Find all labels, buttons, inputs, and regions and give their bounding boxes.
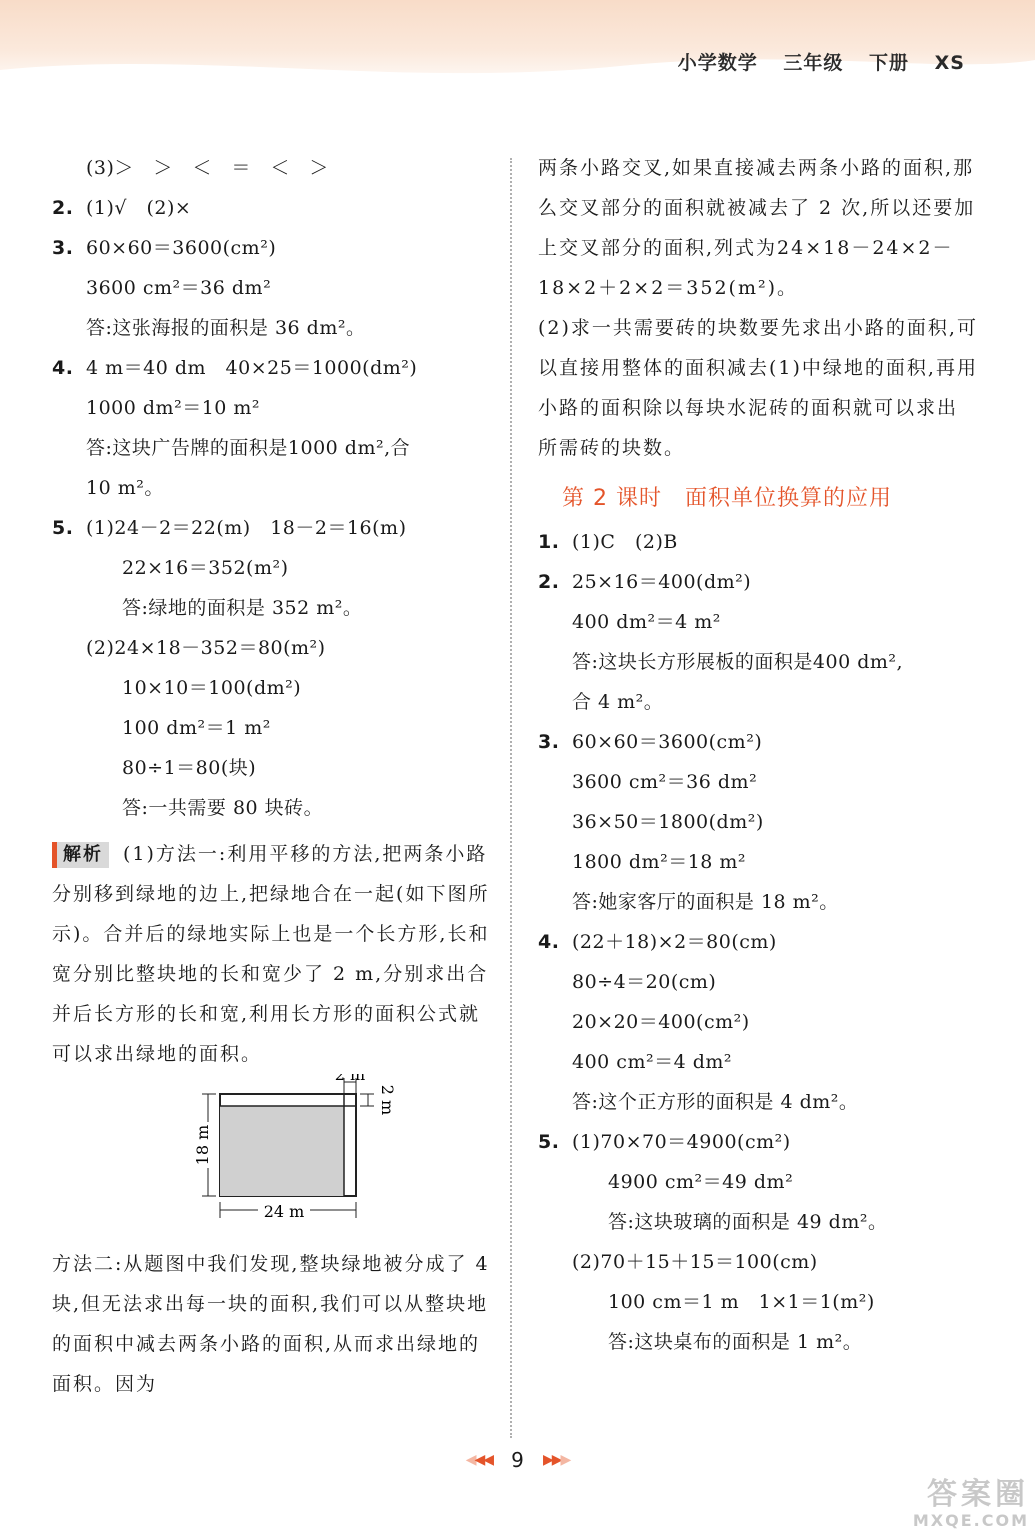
- watermark-title: 答案圈: [927, 1477, 1029, 1512]
- answer-line: [52, 348, 492, 388]
- header-band: [0, 0, 1035, 92]
- right-answer-list: [538, 522, 978, 1362]
- answer-text: 10×10＝100(dm²): [122, 677, 302, 699]
- question-number: 2.: [52, 197, 74, 219]
- book-info: [660, 48, 965, 75]
- answer-line: [538, 882, 978, 922]
- answer-line: [52, 788, 492, 828]
- answer-text: 答:这块玻璃的面积是 49 dm²。: [608, 1211, 888, 1233]
- answer-line: [538, 762, 978, 802]
- answer-text: 答:这块桌布的面积是 1 m²。: [608, 1331, 863, 1353]
- next-arrows-icon: ▶▶: [542, 1452, 561, 1468]
- answer-text: 答:这块广告牌的面积是1000 dm²,合: [86, 437, 411, 459]
- answer-text: 答:这张海报的面积是 36 dm²。: [86, 317, 366, 339]
- column-divider: [510, 158, 512, 1438]
- answer-line: [538, 1082, 978, 1122]
- page-number: 9: [511, 1448, 524, 1472]
- question-number: 3.: [52, 237, 74, 259]
- answer-text: 60×60＝3600(cm²): [572, 731, 763, 753]
- answer-text: (1)C (2)B: [572, 531, 678, 553]
- answer-line: [538, 1282, 978, 1322]
- answer-text: 答:这块长方形展板的面积是400 dm²,: [572, 651, 904, 673]
- analysis-method2: 方法二:从题图中我们发现,整块绿地被分成了 4 块,但无法求出每一块的面积,我们可以从整块地的面积中减去两条小路的面积,从而求出绿地的面积。因为: [52, 1253, 490, 1395]
- answer-line: [538, 562, 978, 602]
- analysis-continuation: 两条小路交叉,如果直接减去两条小路的面积,那么交叉部分的面积就被减去了 2 次,所以还要加上交叉部分的面积,列式为24×18－24×2－18×2＋2×2＝352(m²)。: [538, 157, 976, 299]
- answer-line: [52, 508, 492, 548]
- answer-line: [52, 428, 492, 468]
- answer-text: 答:她家客厅的面积是 18 m²。: [572, 891, 839, 913]
- answer-text: 400 cm²＝4 dm²: [572, 1051, 733, 1073]
- answer-line: [538, 962, 978, 1002]
- answer-line: [52, 308, 492, 348]
- translation-figure: [52, 1074, 492, 1244]
- top-dimension-label: 2 m: [334, 1074, 366, 1084]
- answer-line: [538, 1202, 978, 1242]
- answer-text: 答:绿地的面积是 352 m²。: [122, 597, 363, 619]
- answer-line: [52, 188, 492, 228]
- answer-line: [52, 468, 492, 508]
- next-arrows-icon-light: ▶: [560, 1452, 570, 1468]
- watermark-url: MXQE.COM: [912, 1511, 1029, 1530]
- analysis-method1: [52, 834, 492, 1074]
- answer-text: (1)√ (2)×: [86, 197, 192, 219]
- question-number: 5.: [538, 1131, 560, 1153]
- answer-text: 4900 cm²＝49 dm²: [608, 1171, 794, 1193]
- answer-text: 25×16＝400(dm²): [572, 571, 752, 593]
- analysis-tag: 解析: [52, 842, 109, 868]
- answer-line: [52, 748, 492, 788]
- answer-text: 100 dm²＝1 m²: [122, 717, 271, 739]
- answer-line: [538, 522, 978, 562]
- prev-arrows-icon-mid: ◀◀: [474, 1452, 493, 1468]
- answer-line: [52, 148, 492, 188]
- answer-line: [52, 548, 492, 588]
- answer-line: [52, 668, 492, 708]
- answer-text: 答:一共需要 80 块砖。: [122, 797, 324, 819]
- answer-line: [538, 802, 978, 842]
- answer-line: [538, 922, 978, 962]
- answer-text: 1800 dm²＝18 m²: [572, 851, 747, 873]
- answer-line: [538, 1042, 978, 1082]
- edition-label: XS: [934, 52, 965, 74]
- question-number: 2.: [538, 571, 560, 593]
- answer-line: [538, 1242, 978, 1282]
- answer-line: [52, 268, 492, 308]
- question-number: 4.: [52, 357, 74, 379]
- section-title: 第 2 课时 面积单位换算的应用: [562, 486, 892, 511]
- answer-text: 36×50＝1800(dm²): [572, 811, 764, 833]
- answer-text: 10 m²。: [86, 477, 164, 499]
- answer-line: [538, 682, 978, 722]
- answer-text: (22＋18)×2＝80(cm): [572, 931, 777, 953]
- subject-label: 小学数学: [677, 52, 758, 74]
- left-answer-list: [52, 148, 492, 828]
- answer-line: [52, 628, 492, 668]
- answer-text: 100 cm＝1 m 1×1＝1(m²): [608, 1291, 875, 1313]
- answer-text: 1000 dm²＝10 m²: [86, 397, 261, 419]
- answer-line: [52, 708, 492, 748]
- answer-line: [538, 1162, 978, 1202]
- answer-line: [538, 722, 978, 762]
- answer-line: [52, 388, 492, 428]
- prev-arrows-icon: ◀: [465, 1452, 475, 1468]
- analysis-part2: (2)求一共需要砖的块数要先求出小路的面积,可以直接用整体的面积减去(1)中绿地的面积,再用小路的面积除以每块水泥砖的面积就可以求出所需砖的块数。: [538, 317, 978, 459]
- answer-line: [52, 588, 492, 628]
- answer-text: 400 dm²＝4 m²: [572, 611, 721, 633]
- answer-line: [538, 602, 978, 642]
- answer-line: [52, 228, 492, 268]
- answer-text: 4 m＝40 dm 40×25＝1000(dm²): [86, 357, 418, 379]
- left-dimension-label: 18 m: [193, 1124, 212, 1166]
- merged-green-area: [220, 1106, 344, 1196]
- question-number: 1.: [538, 531, 560, 553]
- question-number: 4.: [538, 931, 560, 953]
- road-diagram: [52, 1074, 492, 1244]
- watermark: [839, 1478, 1029, 1534]
- answer-text: 80÷1＝80(块): [122, 757, 257, 779]
- answer-text: (3)＞ ＞ ＜ ＝ ＜ ＞: [86, 157, 329, 179]
- bottom-dimension-label: 24 m: [263, 1202, 305, 1221]
- analysis-method1-text: (1)方法一:利用平移的方法,把两条小路分别移到绿地的边上,把绿地合在一起(如下图所示)。合并后的绿地实际上也是一个长方形,长和宽分别比整块地的长和宽少了 2 m,分别求出合并后长方形的长和宽,利用长方形的面积公式就可以求出绿地的面积。: [52, 843, 490, 1065]
- answer-text: (2)24×18－352＝80(m²): [86, 637, 326, 659]
- answer-text: 合 4 m²。: [572, 691, 664, 713]
- answer-text: 22×16＝352(m²): [122, 557, 289, 579]
- answer-text: 答:这个正方形的面积是 4 dm²。: [572, 1091, 859, 1113]
- answer-line: [538, 1122, 978, 1162]
- right-dimension-label: 2 m: [378, 1084, 397, 1116]
- grade-label: 三年级: [783, 52, 844, 74]
- answer-text: (1)24－2＝22(m) 18－2＝16(m): [86, 517, 407, 539]
- answer-text: 20×20＝400(cm²): [572, 1011, 750, 1033]
- answer-text: 80÷4＝20(cm): [572, 971, 717, 993]
- question-number: 3.: [538, 731, 560, 753]
- right-column: [538, 148, 978, 1362]
- answer-line: [538, 1002, 978, 1042]
- answer-text: (2)70＋15＋15＝100(cm): [572, 1251, 818, 1273]
- answer-text: 3600 cm²＝36 dm²: [572, 771, 758, 793]
- answer-line: [538, 842, 978, 882]
- answer-text: (1)70×70＝4900(cm²): [572, 1131, 791, 1153]
- volume-label: 下册: [869, 52, 910, 74]
- answer-line: [538, 1322, 978, 1362]
- answer-text: 60×60＝3600(cm²): [86, 237, 277, 259]
- answer-line: [538, 642, 978, 682]
- answer-text: 3600 cm²＝36 dm²: [86, 277, 272, 299]
- question-number: 5.: [52, 517, 74, 539]
- left-column: [52, 148, 492, 1404]
